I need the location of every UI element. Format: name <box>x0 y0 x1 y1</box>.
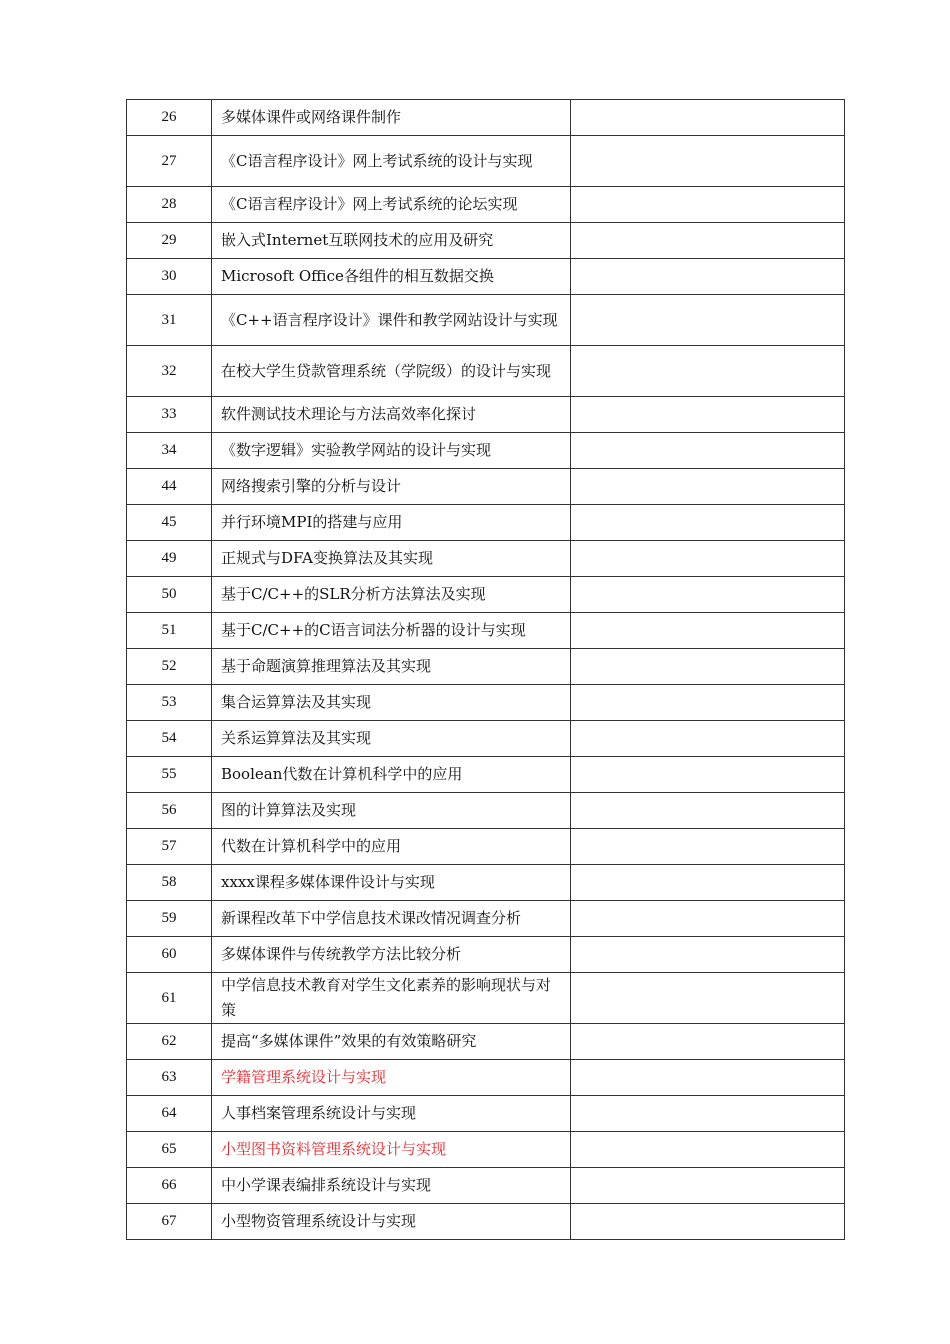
topic-title: Boolean代数在计算机科学中的应用 <box>212 757 571 793</box>
remarks-cell <box>571 259 845 295</box>
table-row <box>127 757 845 793</box>
topic-title: 图的计算算法及实现 <box>212 793 571 829</box>
remarks-cell <box>571 397 845 433</box>
topic-number: 56 <box>127 793 212 829</box>
topic-number: 31 <box>127 295 212 346</box>
topic-number: 54 <box>127 721 212 757</box>
remarks-cell <box>571 1060 845 1096</box>
topic-title: 中小学课表编排系统设计与实现 <box>212 1168 571 1204</box>
remarks-cell <box>571 346 845 397</box>
table-row <box>127 187 845 223</box>
remarks-cell <box>571 649 845 685</box>
remarks-cell <box>571 187 845 223</box>
table-row <box>127 1060 845 1096</box>
topic-title: 小型图书资料管理系统设计与实现 <box>212 1132 571 1168</box>
topic-number: 62 <box>127 1024 212 1060</box>
topic-number: 34 <box>127 433 212 469</box>
topic-title: 基于C/C++的C语言词法分析器的设计与实现 <box>212 613 571 649</box>
topic-title: 多媒体课件或网络课件制作 <box>212 100 571 136</box>
topic-title: 关系运算算法及其实现 <box>212 721 571 757</box>
topic-title: 嵌入式Internet互联网技术的应用及研究 <box>212 223 571 259</box>
topic-number: 33 <box>127 397 212 433</box>
table-row <box>127 793 845 829</box>
topic-number: 28 <box>127 187 212 223</box>
remarks-cell <box>571 1096 845 1132</box>
remarks-cell <box>571 793 845 829</box>
remarks-cell <box>571 223 845 259</box>
remarks-cell <box>571 577 845 613</box>
remarks-cell <box>571 1024 845 1060</box>
topic-number: 64 <box>127 1096 212 1132</box>
topic-title: 《数字逻辑》实验教学网站的设计与实现 <box>212 433 571 469</box>
table-row <box>127 136 845 187</box>
table-row <box>127 829 845 865</box>
topic-title: 《C++语言程序设计》课件和教学网站设计与实现 <box>212 295 571 346</box>
topics-table-body <box>127 100 845 1240</box>
remarks-cell <box>571 1168 845 1204</box>
topic-title: 软件测试技术理论与方法高效率化探讨 <box>212 397 571 433</box>
topic-title: 《C语言程序设计》网上考试系统的设计与实现 <box>212 136 571 187</box>
topic-number: 29 <box>127 223 212 259</box>
remarks-cell <box>571 973 845 1024</box>
topic-number: 30 <box>127 259 212 295</box>
topic-number: 66 <box>127 1168 212 1204</box>
topics-table <box>126 99 845 1240</box>
table-row <box>127 541 845 577</box>
topic-number: 51 <box>127 613 212 649</box>
table-row <box>127 505 845 541</box>
table-row <box>127 469 845 505</box>
topic-title: 人事档案管理系统设计与实现 <box>212 1096 571 1132</box>
topic-number: 26 <box>127 100 212 136</box>
table-row <box>127 100 845 136</box>
topic-title: 基于命题演算推理算法及其实现 <box>212 649 571 685</box>
topic-title: 正规式与DFA变换算法及其实现 <box>212 541 571 577</box>
topic-title: 基于C/C++的SLR分析方法算法及实现 <box>212 577 571 613</box>
topic-title: Microsoft Office各组件的相互数据交换 <box>212 259 571 295</box>
topic-title: 《C语言程序设计》网上考试系统的论坛实现 <box>212 187 571 223</box>
remarks-cell <box>571 757 845 793</box>
remarks-cell <box>571 541 845 577</box>
remarks-cell <box>571 685 845 721</box>
topic-title: 多媒体课件与传统教学方法比较分析 <box>212 937 571 973</box>
remarks-cell <box>571 937 845 973</box>
topic-number: 53 <box>127 685 212 721</box>
topic-number: 49 <box>127 541 212 577</box>
topic-number: 57 <box>127 829 212 865</box>
table-row <box>127 937 845 973</box>
remarks-cell <box>571 901 845 937</box>
topic-number: 55 <box>127 757 212 793</box>
topic-title: 网络搜索引擎的分析与设计 <box>212 469 571 505</box>
table-row <box>127 346 845 397</box>
topic-title: 小型物资管理系统设计与实现 <box>212 1204 571 1240</box>
remarks-cell <box>571 433 845 469</box>
table-row <box>127 613 845 649</box>
table-row <box>127 721 845 757</box>
topic-number: 59 <box>127 901 212 937</box>
remarks-cell <box>571 469 845 505</box>
table-row <box>127 685 845 721</box>
topic-title: 代数在计算机科学中的应用 <box>212 829 571 865</box>
table-row <box>127 433 845 469</box>
remarks-cell <box>571 505 845 541</box>
table-row <box>127 295 845 346</box>
table-row <box>127 1096 845 1132</box>
topic-number: 50 <box>127 577 212 613</box>
remarks-cell <box>571 136 845 187</box>
table-row <box>127 259 845 295</box>
table-row <box>127 577 845 613</box>
topic-title: 中学信息技术教育对学生文化素养的影响现状与对策 <box>212 973 571 1024</box>
topic-number: 52 <box>127 649 212 685</box>
remarks-cell <box>571 100 845 136</box>
topic-title: 学籍管理系统设计与实现 <box>212 1060 571 1096</box>
remarks-cell <box>571 865 845 901</box>
table-row <box>127 1132 845 1168</box>
topic-number: 65 <box>127 1132 212 1168</box>
topic-title: 新课程改革下中学信息技术课改情况调查分析 <box>212 901 571 937</box>
remarks-cell <box>571 721 845 757</box>
table-row <box>127 901 845 937</box>
topic-title: xxxx课程多媒体课件设计与实现 <box>212 865 571 901</box>
table-row <box>127 649 845 685</box>
topic-number: 67 <box>127 1204 212 1240</box>
topic-number: 27 <box>127 136 212 187</box>
table-row <box>127 223 845 259</box>
table-row <box>127 973 845 1024</box>
remarks-cell <box>571 1132 845 1168</box>
topic-title: 并行环境MPI的搭建与应用 <box>212 505 571 541</box>
table-row <box>127 1204 845 1240</box>
topic-number: 60 <box>127 937 212 973</box>
topic-number: 45 <box>127 505 212 541</box>
table-row <box>127 865 845 901</box>
remarks-cell <box>571 295 845 346</box>
topic-number: 63 <box>127 1060 212 1096</box>
topic-title: 集合运算算法及其实现 <box>212 685 571 721</box>
topic-number: 32 <box>127 346 212 397</box>
table-row <box>127 397 845 433</box>
remarks-cell <box>571 829 845 865</box>
topic-title: 在校大学生贷款管理系统（学院级）的设计与实现 <box>212 346 571 397</box>
topic-number: 61 <box>127 973 212 1024</box>
remarks-cell <box>571 1204 845 1240</box>
remarks-cell <box>571 613 845 649</box>
table-row <box>127 1168 845 1204</box>
topic-title: 提高“多媒体课件”效果的有效策略研究 <box>212 1024 571 1060</box>
table-row <box>127 1024 845 1060</box>
topic-number: 44 <box>127 469 212 505</box>
topic-number: 58 <box>127 865 212 901</box>
